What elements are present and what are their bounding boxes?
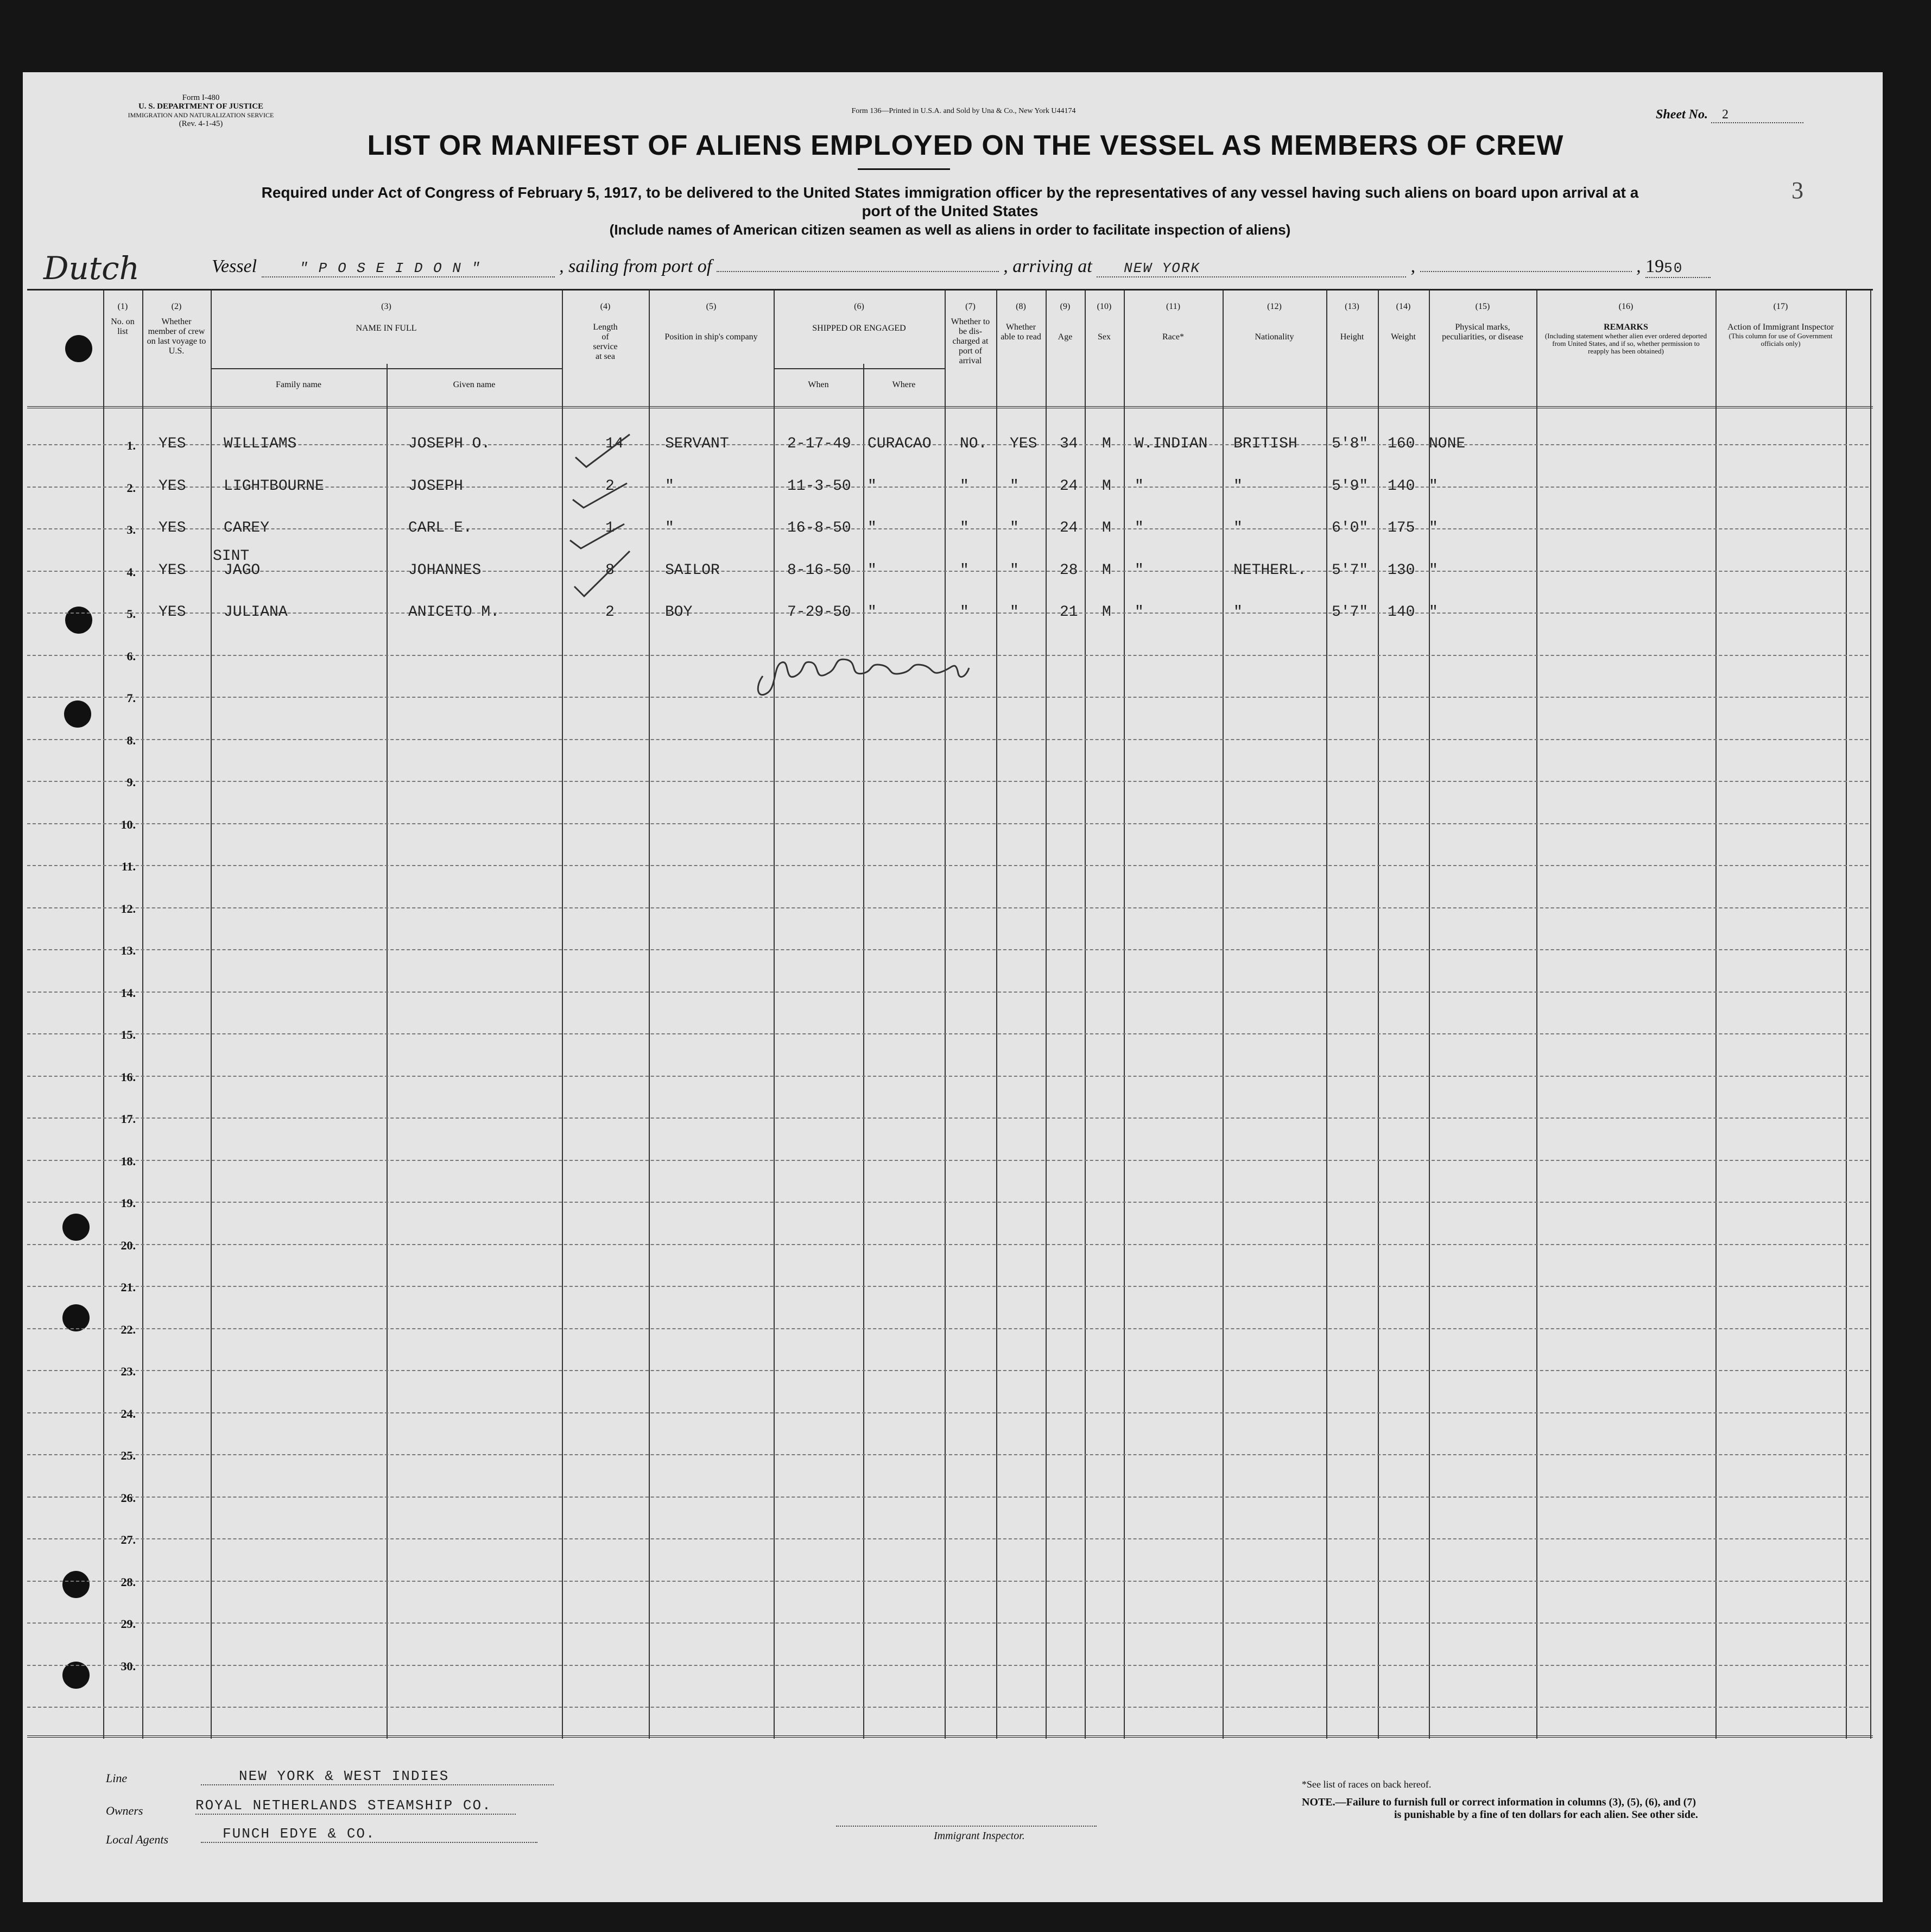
cell-where: " [868,520,877,536]
col-divider [142,291,143,1739]
row-rule [27,444,1869,445]
row-number: 28. [121,1575,136,1589]
row-rule [27,1160,1869,1161]
cell-discharged: NO. [960,435,987,452]
row-number: 12. [121,901,136,916]
cell-weight: 175 [1388,520,1415,536]
col-divider [996,291,997,1739]
cell-race: " [1135,561,1144,579]
check-mark [574,551,630,596]
col-divider [1124,291,1125,1739]
col-header-16: (16) REMARKS (Including statement whether alien ever ordered deported from United States, and if so, whether permission to reapply has been obtained) [1544,302,1707,355]
row-number: 8. [126,733,136,747]
sailing-label: , sailing from port of [559,256,712,276]
subtitle-line-1: Required under Act of Congress of February 5, 1917, to be delivered to the United States immigration officer by the representatives of any vessel having such aliens on board upon arrival at a [261,184,1639,201]
row-number: 2. [126,481,136,495]
owners-value: ROYAL NETHERLANDS STEAMSHIP CO. [195,1797,516,1815]
row-number: 18. [121,1154,136,1168]
cell-discharged: " [960,604,969,621]
row-number: 9. [126,775,136,789]
sheet-label: Sheet No. [1656,108,1708,122]
cell-position: BOY [665,604,693,621]
sailing-port [717,271,999,272]
footer-note-line-2: is punishable by a fine of ten dollars for each alien. See other side. [1394,1809,1698,1821]
check-mark [575,434,630,467]
cell-height: 5'8" [1332,435,1369,452]
cell-where: CURACAO [868,435,932,452]
footer-note [1302,1796,1698,1821]
cell-race: " [1135,520,1144,536]
row-number: 17. [121,1112,136,1126]
cell-marks: " [1429,604,1438,621]
row-number: 21. [121,1280,136,1294]
cell-discharged: " [960,520,969,536]
cell-service: 8 [605,561,615,579]
row-rule [27,1581,1869,1582]
vessel-label: Vessel [212,256,257,276]
cell-position: " [665,520,674,536]
cell-where: " [868,477,877,495]
col-header-11: (11) Race* [1162,302,1184,342]
row-number: 15. [121,1028,136,1041]
col-header-2: (2) Whether member of crew on last voyage to U.S. [147,302,206,356]
cell-read: " [1010,561,1019,579]
row-number: 30. [121,1659,136,1673]
cell-sex: M [1102,435,1111,452]
check-mark [570,524,624,548]
row-rule [27,781,1869,782]
col-header-3: (3) NAME IN FULL [356,302,417,333]
col-divider [774,291,775,1739]
cell-marks: " [1429,520,1438,536]
row-number: 6. [126,649,136,663]
table-top-rule [27,289,1873,291]
cell-when: 11-3-50 [787,477,851,495]
row-rule [27,1033,1869,1034]
cell-height: 5'9" [1332,477,1369,495]
row-rule [27,1328,1869,1329]
cell-height: 5'7" [1332,561,1369,579]
row-number: 7. [126,691,136,705]
check-marks [565,424,651,641]
cell-family: JULIANA [224,604,288,621]
vessel-name: " P O S E I D O N " [262,260,555,277]
arriving-port: NEW YORK [1097,260,1406,277]
row-rule [27,739,1869,740]
cell-nationality: BRITISH [1233,435,1297,452]
cell-position: " [665,477,674,495]
printer-note: Form 136—Printed in U.S.A. and Sold by Una & Co., New York U44174 [851,107,1076,115]
col-header-given-name: Given name [453,380,496,389]
form-id: Form I-480 [182,93,220,102]
inspector-label: Immigrant Inspector. [934,1830,1025,1842]
cell-given: JOHANNES [408,561,482,579]
year-field [1645,256,1711,278]
col-header-1: (1) No. on list [111,302,135,336]
cell-service: 2 [605,477,615,495]
year-suffix: 50 [1664,260,1683,276]
races-note: *See list of races on back hereof. [1302,1779,1432,1790]
row-rule [27,992,1869,993]
col-header-9: (9) Age [1058,302,1073,342]
sheet-number: 2 [1711,108,1803,123]
cell-last-voyage: YES [159,561,186,579]
cell-position: SAILOR [665,561,720,579]
col-divider [1085,291,1086,1739]
arriving-label: , arriving at [1003,256,1092,276]
cell-sex: M [1102,604,1111,621]
cell-when: 16-8-50 [787,520,851,536]
cell-age: 21 [1060,604,1078,621]
col-header-14: (14) Weight [1391,302,1416,342]
row-rule [27,823,1869,824]
owners-label: Owners [106,1804,143,1817]
row-number: 14. [121,986,136,1000]
cell-last-voyage: YES [159,520,186,536]
row-number: 27. [121,1533,136,1546]
cell-when: 2-17-49 [787,435,851,452]
cell-last-voyage: YES [159,435,186,452]
row-number: 22. [121,1322,136,1336]
row-rule [27,1707,1869,1708]
col-header-5: (5) Position in ship's company [664,302,758,342]
signature [752,643,980,703]
cell-weight: 130 [1388,561,1415,579]
col-divider [1326,291,1327,1739]
col-header-17: (17) Action of Immigrant Inspector (This column for use of Government officials only) [1727,302,1834,348]
name-subheader-rule [211,368,562,369]
cell-sex: M [1102,520,1111,536]
cell-family: JAGO [224,561,261,579]
row-number: 1. [126,439,136,452]
col-header-12: (12) Nationality [1255,302,1294,342]
cell-given: ANICETO M. [408,604,500,621]
check-mark [573,483,627,508]
row-number: 13. [121,944,136,957]
col-divider [945,291,946,1739]
row-number: 25. [121,1449,136,1462]
table-bottom-rule [27,1735,1873,1738]
row-rule [27,613,1869,614]
cell-race: " [1135,477,1144,495]
cell-read: " [1010,520,1019,536]
col-header-where: Where [892,380,916,389]
col-header-13: (13) Height [1340,302,1364,342]
row-rule [27,1076,1869,1077]
service: IMMIGRATION AND NATURALIZATION SERVICE [128,111,274,119]
row-number: 19. [121,1196,136,1210]
row-rule [27,907,1869,908]
cell-weight: 140 [1388,604,1415,621]
inspector-signature-line [836,1826,1097,1827]
col-header-15: (15) Physical marks, peculiarities, or disease [1442,302,1523,342]
cell-age: 34 [1060,435,1078,452]
row-number: 23. [121,1365,136,1378]
row-number: 16. [121,1070,136,1084]
title-underline [858,168,950,170]
col-divider [1223,291,1224,1739]
row-number: 3. [126,523,136,536]
revision: (Rev. 4-1-45) [179,119,223,128]
cell-nationality: " [1233,604,1243,621]
cell-discharged: " [960,561,969,579]
cell-weight: 160 [1388,435,1415,452]
cell-read: " [1010,477,1019,495]
line-value: NEW YORK & WEST INDIES [201,1768,554,1785]
row-rule [27,1497,1869,1498]
date-blank [1420,271,1632,272]
col-divider [1429,291,1430,1739]
cell-service: 14 [605,435,624,452]
punch-hole [65,335,92,362]
cell-when: 7-29-50 [787,604,851,621]
subtitle-line-3: (Include names of American citizen seamen as well as aliens in order to facilitate inspection of aliens) [609,222,1291,238]
cell-race: W.INDIAN [1135,435,1208,452]
cell-weight: 140 [1388,477,1415,495]
row-number: 4. [126,565,136,579]
cell-marks: NONE [1429,435,1466,452]
col-header-family-name: Family name [276,380,321,389]
footer-note-line-1: NOTE.—Failure to furnish full or correct information in columns (3), (5), (6), and (7) [1302,1796,1696,1808]
cell-marks: " [1429,477,1438,495]
year-prefix: 19 [1645,256,1664,276]
cell-read: YES [1010,435,1037,452]
cell-age: 24 [1060,477,1078,495]
cell-race: " [1135,604,1144,621]
col-divider [562,291,563,1739]
header-bottom-rule [27,406,1873,408]
cell-given: JOSEPH [408,477,463,495]
page-title: LIST OR MANIFEST OF ALIENS EMPLOYED ON THE VESSEL AS MEMBERS OF CREW [367,130,1564,161]
row-rule [27,865,1869,866]
cell-where: " [868,604,877,621]
cell-discharged: " [960,477,969,495]
vessel-line: Vessel " P O S E I D O N " , sailing from port of , arriving at NEW YORK , , 1950 [212,256,1711,278]
subtitle-line-2: port of the United States [862,203,1039,219]
col-header-4: (4) Length of service at sea [593,302,618,361]
row-number: 26. [121,1491,136,1505]
row-rule [27,528,1869,529]
row-number: 11. [121,860,136,873]
cell-sex: M [1102,477,1111,495]
row-rule [27,1286,1869,1287]
row-rule [27,1454,1869,1455]
subtitle-block [136,184,1764,239]
cell-read: " [1010,604,1019,621]
col-divider [103,291,104,1739]
row-rule [27,571,1869,572]
col-divider [1715,291,1717,1739]
cell-when: 8-16-50 [787,561,851,579]
cell-age: 24 [1060,520,1078,536]
shipped-subheader-rule [774,368,945,369]
row-rule [27,1622,1869,1624]
sheet-number-label [1656,108,1803,123]
cell-given: JOSEPH O. [408,435,491,452]
cell-nationality: " [1233,477,1243,495]
row-rule [27,949,1869,950]
cell-height: 5'7" [1332,604,1369,621]
col-header-8: (8) Whether able to read [1001,302,1041,342]
cell-where: " [868,561,877,579]
agents-value: FUNCH EDYE & CO. [201,1826,537,1843]
row-rule [27,1370,1869,1371]
form-header-block [111,93,290,128]
row-number: 20. [121,1238,136,1252]
cell-position: SERVANT [665,435,729,452]
row-rule [27,1665,1869,1666]
margin-handwriting: Dutch [43,250,140,287]
col-divider [211,291,212,1739]
cell-marks: " [1429,561,1438,579]
cell-given: CARL E. [408,520,472,536]
agents-label: Local Agents [106,1833,169,1846]
cell-last-voyage: YES [159,604,186,621]
cell-sex: M [1102,561,1111,579]
punch-hole [62,1214,90,1241]
cell-last-voyage: YES [159,477,186,495]
cell-nationality: " [1233,520,1243,536]
row-number: 24. [121,1406,136,1420]
col-divider [1846,291,1847,1739]
row-number: 5. [126,607,136,621]
row-number: 10. [121,817,136,831]
col-header-when: When [808,380,829,389]
cell-nationality: NETHERL. [1233,561,1307,579]
row-number: 29. [121,1617,136,1631]
col-divider [1536,291,1537,1739]
col-divider [1378,291,1379,1739]
cell-family: WILLIAMS [224,435,297,452]
cell-age: 28 [1060,561,1078,579]
page-mark: 3 [1791,177,1803,204]
row-rule [27,1117,1869,1119]
col-header-6: (6) SHIPPED OR ENGAGED [812,302,906,333]
row-rule [27,1412,1869,1413]
cell-service: 2 [605,604,615,621]
row-rule [27,1538,1869,1539]
cell-family: CAREY [224,520,270,536]
row-rule [27,1244,1869,1245]
col-header-10: (10) Sex [1097,302,1112,342]
cell-height: 6'0" [1332,520,1369,536]
cell-family: LIGHTBOURNE [224,477,324,495]
row-rule [27,1202,1869,1203]
col-divider [1046,291,1047,1739]
col-header-7: (7) Whether to be dis-charged at port of arrival [951,302,990,365]
department: U. S. DEPARTMENT OF JUSTICE [138,102,264,111]
cell-family-prefix: SINT [213,547,250,565]
line-label: Line [106,1771,128,1785]
cell-service: 1 [605,520,615,536]
col-divider [1870,291,1871,1739]
